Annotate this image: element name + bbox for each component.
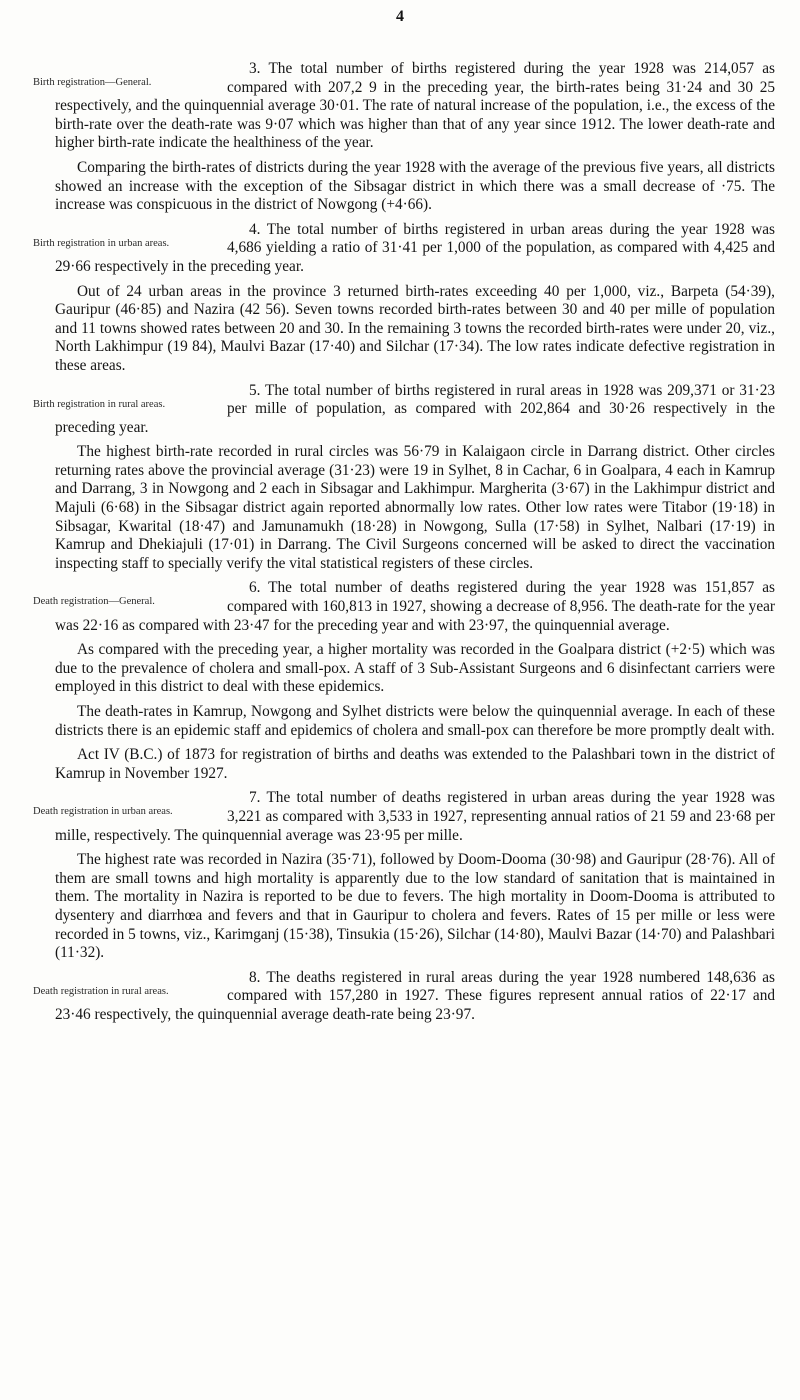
paragraph-goalpara — [55, 641, 775, 697]
paragraph-text: 5. The total number of births registered in rural areas in 1928 was 209,371 or 31·23 per mille of population, as compared with 202,864 and 30·26 respectively in the preceding year. — [55, 381, 775, 436]
paragraph-text: As compared with the preceding year, a higher mortality was recorded in the Goalpara district (+2·5) which was due to the prevalence of cholera and small-pox. A staff of 3 Sub-Assistant Surgeons and 6 disinfectant carriers were employed in this district to deal with these epidemics. — [55, 641, 775, 696]
paragraph-text: The highest birth-rate recorded in rural circles was 56·79 in Kalaigaon circle in Darrang district. Other circles returning rates above the provincial average (31·23) were 19 in Sylhet, 8 in Cachar, 6 in Goalpara, 4 each in Kamrup and Darrang, 3 in Nowgong and 2 each in Sibsagar and Lakhimpur. Margherita (3·67) in the Lakhimpur district and Majuli (6·68) in the Sibsagar district again reported abnormally low rates. Other low rates were Titabor (19·18) in Sibsagar, Kwarital (18·47) and Jamunamukh (18·28) in Nowgong, Sulla (17·58) in Sylhet, Nalbari (17·19) in Kamrup and Dhekiajuli (17·01) in Darrang. The Civil Surgeons concerned will be asked to direct the vaccination inspecting staff to specially verify the vital statistical registers of these circles. — [55, 443, 775, 572]
paragraph-5 — [33, 381, 775, 438]
paragraph-3 — [33, 60, 775, 153]
side-note-death-urban: Death registration in urban areas. — [33, 806, 173, 818]
side-note-death-rural: Death registration in rural areas. — [33, 985, 169, 997]
paragraph-highest-rate — [55, 851, 775, 963]
side-note-birth-rural: Birth registration in rural areas. — [33, 398, 166, 410]
page-number: 4 — [396, 8, 404, 25]
paragraph-act-iv — [55, 746, 775, 783]
paragraph-text: 8. The deaths registered in rural areas during the year 1928 numbered 148,636 as compared with 157,280 in 1927. These figures represent annual ratios of 22·17 and 23·46 respectively, the quinquennial average death-rate being 23·97. — [55, 968, 775, 1023]
paragraph-text: Act IV (B.C.) of 1873 for registration of births and deaths was extended to the Palashbari town in the district of Kamrup in November 1927. — [55, 746, 775, 782]
paragraph-text: 4. The total number of births registered in urban areas during the year 1928 was 4,686 yielding a ratio of 31·41 per 1,000 of the population, as compared with 4,425 and 29·66 respectively in the preceding year. — [55, 220, 775, 275]
paragraph-6 — [33, 579, 775, 635]
paragraph-text: Out of 24 urban areas in the province 3 returned birth-rates exceeding 40 per 1,000, viz., Barpeta (54·39), Gauripur (46·85) and Nazira (42 56). Seven towns recorded birth-rates between 30 and 40 per mille of population and 11 towns showed rates between 20 and 30. In the remaining 3 towns the recorded birth-rates were under 20, viz., North Lakhimpur (19 84), Maulvi Bazar (17·40) and Silchar (17·34). The low rates indicate defective registration in these areas. — [55, 282, 775, 374]
paragraph-district-comparison — [55, 159, 775, 215]
report-body — [33, 60, 775, 1031]
paragraph-text: Comparing the birth-rates of districts during the year 1928 with the average of the previous five years, all districts showed an increase with the exception of the Sibsagar district in which there was a small decrease of ·75. The increase was conspicuous in the district of Nowgong (+4·66). — [55, 158, 775, 214]
paragraph-text: The death-rates in Kamrup, Nowgong and Sylhet districts were below the quinquennial average. In each of these districts there is an epidemic staff and epidemics of cholera and small-pox can therefore be more promptly dealt with. — [55, 703, 775, 739]
paragraph-7 — [33, 789, 775, 845]
paragraph-text: 6. The total number of deaths registered during the year 1928 was 151,857 as compared with 160,813 in 1927, showing a decrease of 8,956. The death-rate for the year was 22·16 as compared with 23·47 for the preceding year and with 23·97, the quinquennial average. — [55, 579, 775, 634]
side-note-birth-general: Birth registration—General. — [33, 77, 152, 88]
paragraph-below-average — [55, 703, 775, 740]
side-note-death-general: Death registration—General. — [33, 596, 155, 608]
side-note-birth-urban: Birth registration in urban areas. — [33, 237, 170, 249]
paragraph-text: 7. The total number of deaths registered in urban areas during the year 1928 was 3,221 as compared with 3,533 in 1927, representing annual ratios of 21 59 and 23·68 per mille, respectively. The quinquennial average was 23·95 per mille. — [55, 789, 775, 844]
paragraph-text: 3. The total number of births registered during the year 1928 was 214,057 as compared with 207,2 9 in the preceding year, the birth-rates being 31·24 and 30 25 respectively, and the quinquennial average 30·01. The rate of natural increase of the population, i.e., the excess of the birth-rate over the death-rate was 9·07 which was higher than that of any year since 1912. The lower death-rate and higher birth-rate indicate the healthiness of the year. — [55, 60, 775, 152]
paragraph-rural-circles — [55, 443, 775, 573]
paragraph-text: The highest rate was recorded in Nazira (35·71), followed by Doom-Dooma (30·98) and Gauripur (28·76). All of them are small towns and high mortality is apparently due to the low standard of sanitation that is maintained in them. The mortality in Nazira is reported to be due to fevers. The high mortality in Doom-Dooma is attributed to dysentery and diarrhœa and fevers and that in Gauripur to cholera and fevers. Rates of 15 per mille or less were recorded in 5 towns, viz., Karimganj (15·38), Tinsukia (15·26), Silchar (14·80), Maulvi Bazar (14·70) and Palashbari (11·32). — [55, 851, 775, 962]
paragraph-4 — [33, 220, 775, 277]
paragraph-8 — [33, 968, 775, 1025]
paragraph-urban-areas — [55, 283, 775, 376]
